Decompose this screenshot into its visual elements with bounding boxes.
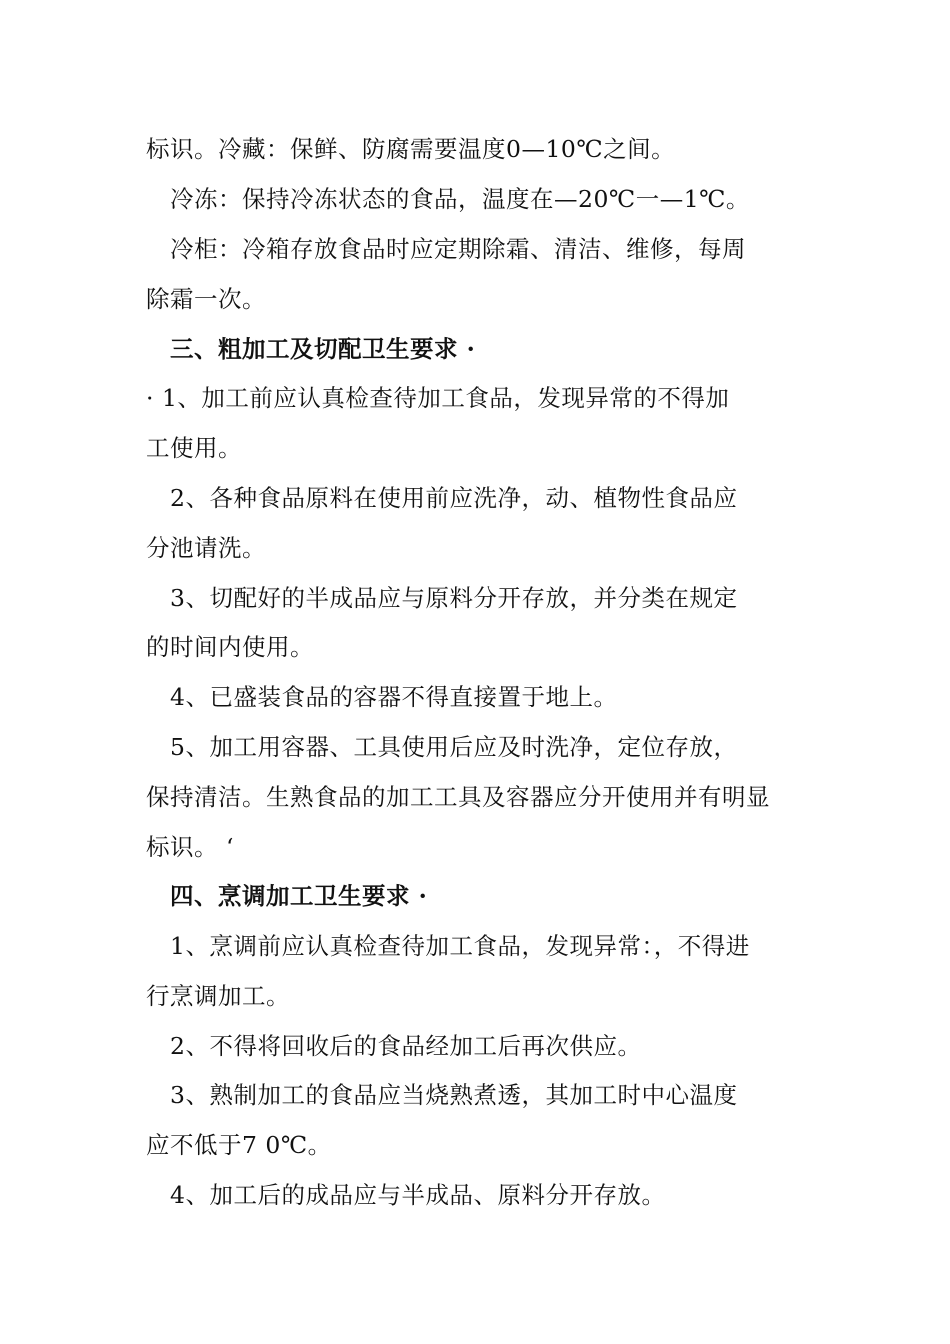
text-line: 标识。冷藏：保鲜、防腐需要温度0—10℃之间。 xyxy=(146,135,676,163)
text-line: 工使用。 xyxy=(146,434,242,462)
text-line: 1、烹调前应认真检查待加工食品，发现异常：，不得进 xyxy=(170,932,750,960)
text-line: 标识。 ‘ xyxy=(146,833,234,861)
text-line: 2、不得将回收后的食品经加工后再次供应。 xyxy=(170,1032,642,1060)
text-line: 4、已盛装食品的容器不得直接置于地上。 xyxy=(170,683,618,711)
text-line: 5、加工用容器、工具使用后应及时洗净，定位存放， xyxy=(170,733,738,761)
text-line: 分池请洗。 xyxy=(146,534,266,562)
text-line: 保持清洁。生熟食品的加工工具及容器应分开使用并有明显 xyxy=(146,783,770,811)
text-line: 冷冻：保持冷冻状态的食品，温度在—20℃一—1℃。 xyxy=(170,185,750,213)
text-line: 行烹调加工。 xyxy=(146,982,290,1010)
text-line: 的时间内使用。 xyxy=(146,633,314,661)
text-line: 冷柜：冷箱存放食品时应定期除霜、清洁、维修，每周 xyxy=(170,235,746,263)
text-line: 3、熟制加工的食品应当烧熟煮透，其加工时中心温度 xyxy=(170,1081,738,1109)
text-line: 3、切配好的半成品应与原料分开存放，并分类在规定 xyxy=(170,584,738,612)
text-line: 应不低于7 0℃。 xyxy=(146,1131,332,1159)
section-heading: 四、烹调加工卫生要求 · xyxy=(170,882,428,910)
text-line: 除霜一次。 xyxy=(146,285,266,313)
section-heading: 三、粗加工及切配卫生要求 · xyxy=(170,335,476,363)
text-line: 2、各种食品原料在使用前应洗净，动、植物性食品应 xyxy=(170,484,738,512)
text-line: 4、加工后的成品应与半成品、原料分开存放。 xyxy=(170,1181,666,1209)
text-line: · 1、加工前应认真检查待加工食品，发现异常的不得加 xyxy=(146,384,730,412)
